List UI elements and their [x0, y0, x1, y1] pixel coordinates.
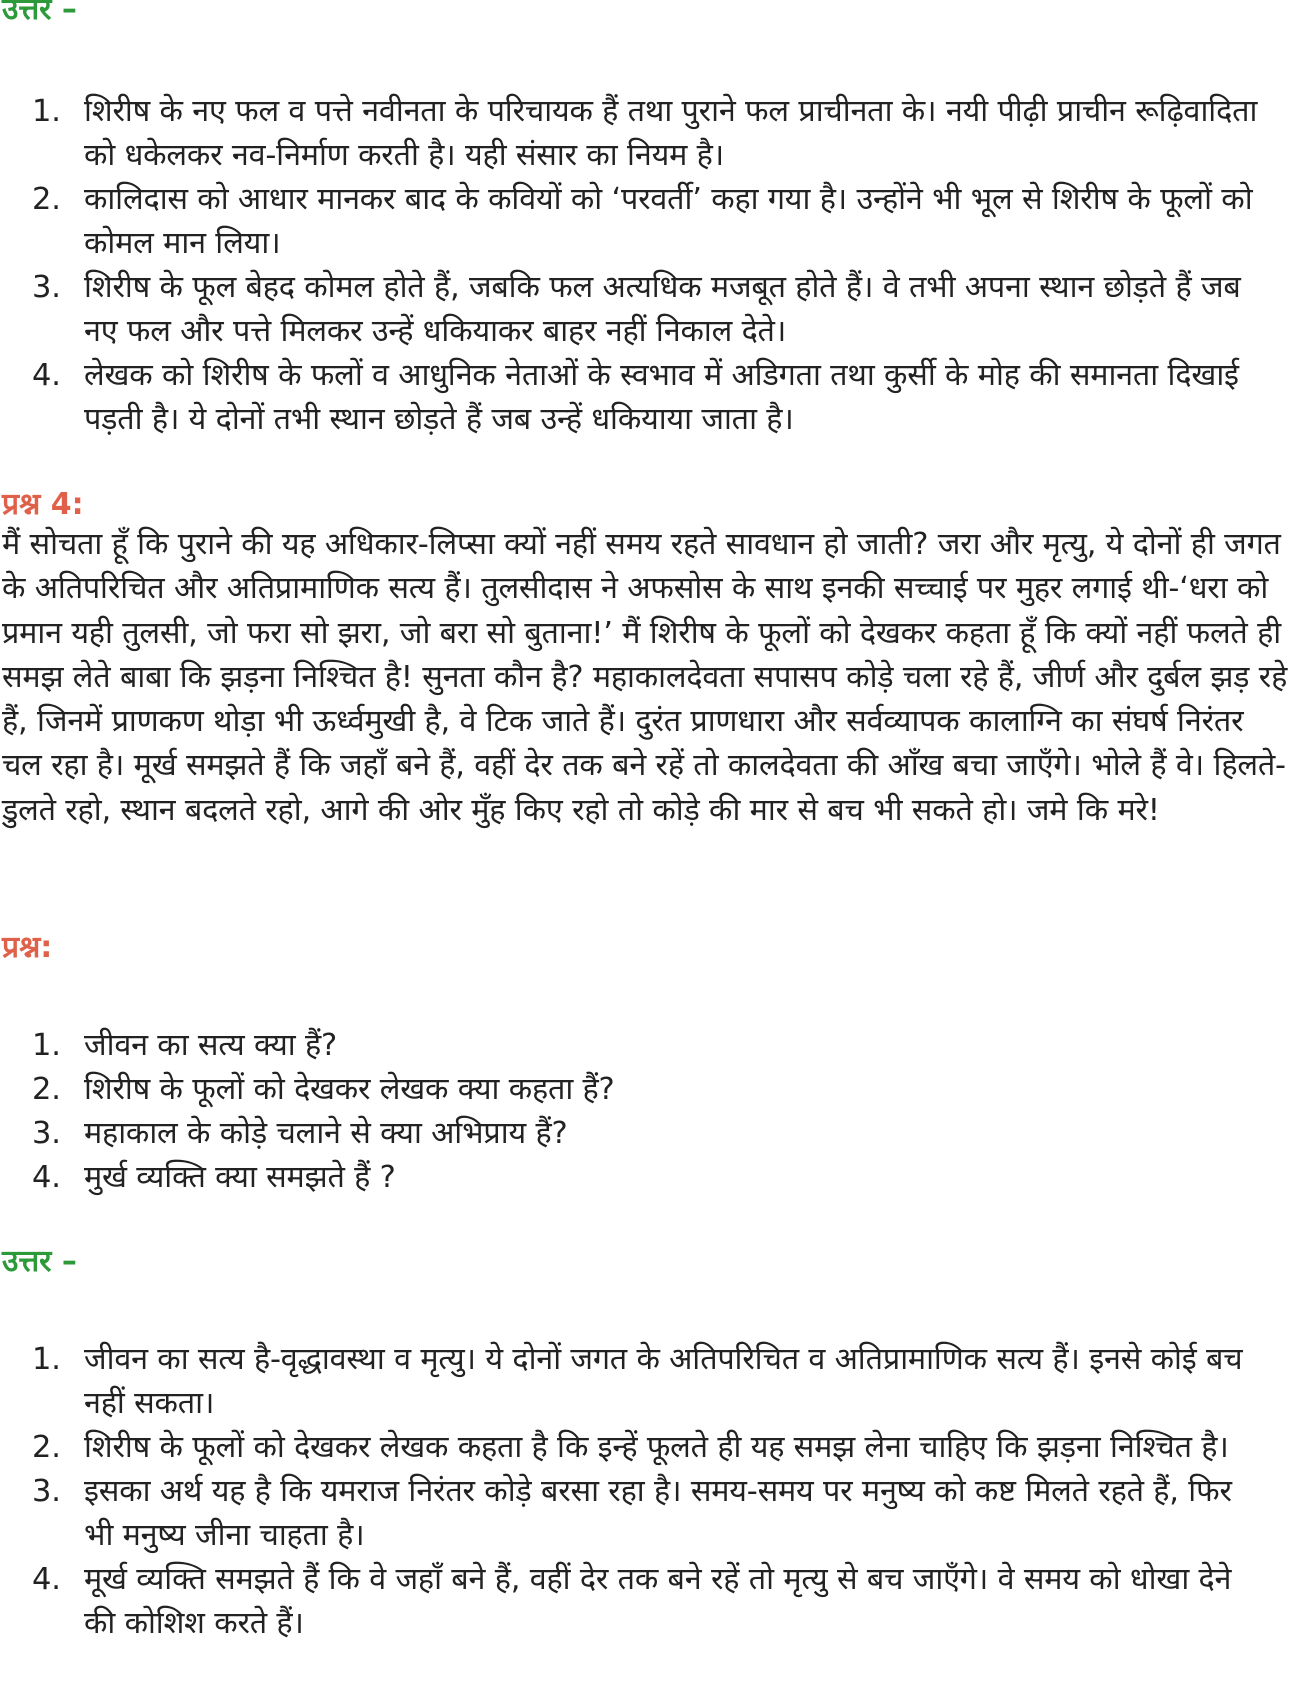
list-item — [0, 1156, 1270, 1200]
item-number: 2. — [32, 1072, 61, 1107]
item-text: लेखक को शिरीष के फलों व आधुनिक नेताओं के स्वभाव में अडिगता तथा कुर्सी के मोह की समानता दिखाई पड़ती है। ये दोनों तभी स्थान छोड़ते हैं जब उन्हें धकियाया जाता है। — [84, 358, 1239, 437]
list-item — [0, 1068, 1270, 1112]
answer-list — [0, 90, 1270, 442]
item-text: महाकाल के कोड़े चलाने से क्या अभिप्राय हैं? — [84, 1116, 568, 1151]
item-number: 1. — [32, 94, 61, 129]
list-item — [0, 1470, 1270, 1558]
item-text: जीवन का सत्य क्या हैं? — [84, 1028, 337, 1063]
answer-label: उत्तर – — [2, 1244, 77, 1279]
questions-label: प्रश्न: — [2, 930, 53, 965]
list-item — [0, 266, 1270, 354]
item-text: मूर्ख व्यक्ति समझते हैं कि वे जहाँ बने हैं, वहीं देर तक बने रहें तो मृत्यु से बच जाएँगे। वे समय को धोखा देने की कोशिश करते हैं। — [84, 1562, 1232, 1641]
item-number: 1. — [32, 1342, 61, 1377]
item-text: मुर्ख व्यक्ति क्या समझते हैं ? — [84, 1160, 396, 1195]
item-text: शिरीष के फूलों को देखकर लेखक क्या कहता हैं? — [84, 1072, 615, 1107]
answer-label: उत्तर – — [2, 0, 77, 27]
item-number: 1. — [32, 1028, 61, 1063]
item-text: कालिदास को आधार मानकर बाद के कवियों को ‘परवर्ती’ कहा गया है। उन्होंने भी भूल से शिरीष के फूलों को कोमल मान लिया। — [84, 182, 1253, 261]
question-list — [0, 1024, 1270, 1200]
item-text: इसका अर्थ यह है कि यमराज निरंतर कोड़े बरसा रहा है। समय-समय पर मनुष्य को कष्ट मिलते रहते हैं, फिर भी मनुष्य जीना चाहता है। — [84, 1474, 1232, 1553]
item-text: शिरीष के फूल बेहद कोमल होते हैं, जबकि फल अत्यधिक मजबूत होते हैं। वे तभी अपना स्थान छोड़ते हैं जब नए फल और पत्ते मिलकर उन्हें धकियाकर बाहर नहीं निकाल देते। — [84, 270, 1241, 349]
list-item — [0, 178, 1270, 266]
item-number: 2. — [32, 1430, 61, 1465]
item-number: 3. — [32, 1474, 61, 1509]
item-number: 4. — [32, 358, 61, 393]
item-number: 3. — [32, 270, 61, 305]
answer-list — [0, 1338, 1270, 1646]
list-item — [0, 1426, 1270, 1470]
question-heading: प्रश्न 4: — [2, 487, 84, 522]
list-item — [0, 1112, 1270, 1156]
list-item — [0, 1024, 1270, 1068]
item-text: शिरीष के नए फल व पत्ते नवीनता के परिचायक हैं तथा पुराने फल प्राचीनता के। नयी पीढ़ी प्राचीन रूढ़िवादिता को धकेलकर नव-निर्माण करती है। यही संसार का नियम है। — [84, 94, 1258, 173]
item-text: जीवन का सत्य है-वृद्धावस्था व मृत्यु। ये दोनों जगत के अतिपरिचित व अतिप्रामाणिक सत्य हैं। इनसे कोई बच नहीं सकता। — [84, 1342, 1243, 1421]
list-item — [0, 354, 1270, 442]
item-number: 4. — [32, 1562, 61, 1597]
passage-text: मैं सोचता हूँ कि पुराने की यह अधिकार-लिप्सा क्यों नहीं समय रहते सावधान हो जाती? जरा और मृत्यु, ये दोनों ही जगत के अतिपरिचित और अतिप्रामाणिक सत्य हैं। तुलसीदास ने अफसोस के साथ इनकी सच्चाई पर मुहर लगाई थी-‘धरा को प्रमान यही तुलसी, जो फरा सो झरा, जो बरा सो बुताना!’ मैं शिरीष के फूलों को देखकर कहता हूँ कि क्यों नहीं फलते ही समझ लेते बाबा कि झड़ना निश्चित है! सुनता कौन है? महाकालदेवता सपासप कोड़े चला रहे हैं, जीर्ण और दुर्बल झड़ रहे हैं, जिनमें प्राणकण थोड़ा भी ऊर्ध्वमुखी है, वे टिक जाते हैं। दुरंत प्राणधारा और सर्वव्यापक कालाग्नि का संघर्ष निरंतर चल रहा है। मूर्ख समझते हैं कि जहाँ बने हैं, वहीं देर तक बने रहें तो कालदेवता की आँख बचा जाएँगे। भोले हैं वे। हिलते-डुलते रहो, स्थान बदलते रहो, आगे की ओर मुँह किए रहो तो कोड़े की मार से बच भी सकते हो। जमे कि मरे! — [2, 527, 1288, 828]
item-number: 2. — [32, 182, 61, 217]
item-number: 3. — [32, 1116, 61, 1151]
item-text: शिरीष के फूलों को देखकर लेखक कहता है कि इन्हें फूलते ही यह समझ लेना चाहिए कि झड़ना निश्चित है। — [84, 1430, 1229, 1465]
list-item — [0, 1558, 1270, 1646]
list-item — [0, 90, 1270, 178]
item-number: 4. — [32, 1160, 61, 1195]
list-item — [0, 1338, 1270, 1426]
